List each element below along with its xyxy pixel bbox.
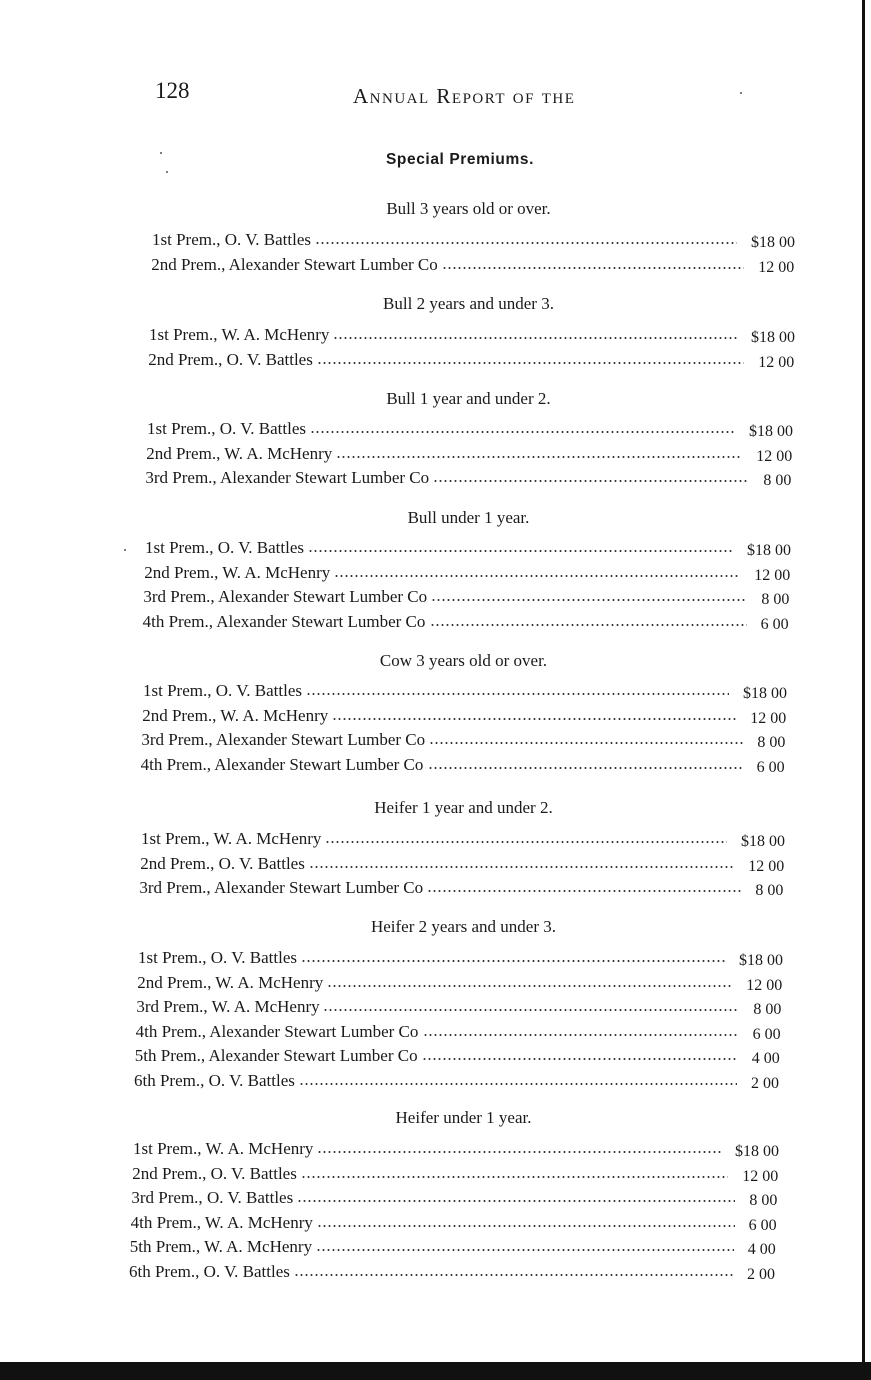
- exhibitor-name: Alexander Stewart Lumber Co: [216, 730, 426, 750]
- dot-leader: [301, 960, 725, 962]
- premium-rank: 1st Prem.,: [143, 681, 212, 700]
- premium-rank: 2nd Prem.,: [144, 562, 219, 582]
- category-title: Heifer under 1 year.: [395, 1108, 532, 1127]
- premium-amount: $18 00: [751, 234, 795, 251]
- exhibitor-name: Alexander Stewart Lumber Co: [208, 1046, 418, 1066]
- entry-label: [141, 827, 321, 851]
- premium-amount: 8 00: [755, 882, 784, 900]
- entry-label: [143, 585, 427, 609]
- entry-label: [137, 971, 323, 995]
- print-speck: [166, 171, 168, 173]
- premium-rank: 5th Prem.,: [129, 1237, 201, 1257]
- premium-amount: 2 00: [747, 1266, 775, 1283]
- dot-leader: [428, 767, 743, 769]
- entry-label: [135, 1044, 418, 1068]
- exhibitor-name: O. V. Battles: [217, 538, 305, 557]
- dot-leader: [422, 1058, 738, 1060]
- category-title: Heifer 2 years and under 3.: [370, 917, 557, 936]
- entry-label: [131, 1186, 293, 1210]
- exhibitor-name: O. V. Battles: [224, 230, 312, 249]
- exhibitor-name: O. V. Battles: [210, 1163, 297, 1183]
- category-title: Bull 1 year and under 2.: [386, 389, 551, 408]
- premium-rank: 3rd Prem.,: [131, 1188, 203, 1208]
- premium-rank: 4th Prem.,: [142, 611, 213, 631]
- page-bottom-band: [0, 1362, 871, 1380]
- exhibitor-name: W. A. McHenry: [204, 1237, 313, 1257]
- premium-amount: 2 00: [751, 1075, 779, 1092]
- entry-label: [151, 253, 438, 277]
- dot-leader: [309, 866, 734, 868]
- premium-amount: 4 00: [747, 1241, 776, 1259]
- premium-amount: 6 00: [760, 615, 789, 633]
- category-title: Bull under 1 year.: [407, 508, 530, 527]
- premium-rank: 2nd Prem.,: [151, 254, 226, 274]
- exhibitor-name: O. V. Battles: [215, 681, 303, 700]
- premium-rank: 3rd Prem.,: [139, 878, 211, 898]
- premium-amount: $18 00: [739, 952, 783, 969]
- entry-label: [132, 1162, 297, 1186]
- premium-category: [0, 917, 862, 936]
- premium-rank: 1st Prem.,: [149, 325, 218, 344]
- premium-rank: 2nd Prem.,: [148, 349, 223, 369]
- dot-leader: [317, 1151, 721, 1153]
- premium-entry: [144, 561, 790, 585]
- premium-rank: 5th Prem.,: [134, 1046, 206, 1066]
- exhibitor-name: O. V. Battles: [210, 948, 298, 967]
- section-title: Special Premiums.: [385, 151, 535, 168]
- premium-rank: 2nd Prem.,: [146, 443, 221, 463]
- dot-leader: [315, 242, 737, 244]
- dot-leader: [431, 599, 747, 601]
- entry-label: [147, 417, 306, 441]
- premium-amount: 6 00: [756, 758, 785, 776]
- premium-entry: [142, 704, 786, 728]
- premium-amount: 6 00: [748, 1216, 777, 1234]
- exhibitor-name: O. V. Battles: [206, 1188, 294, 1208]
- dot-leader: [308, 550, 733, 552]
- exhibitor-name: O. V. Battles: [226, 349, 313, 369]
- premium-amount: 12 00: [756, 447, 793, 465]
- premium-category: [0, 294, 862, 313]
- premium-rank: 4th Prem.,: [140, 754, 211, 774]
- dot-leader: [429, 742, 743, 744]
- premium-amount: 8 00: [763, 472, 792, 490]
- entry-label: [133, 1137, 313, 1161]
- entry-label: [141, 728, 425, 752]
- entry-label: [143, 610, 426, 634]
- premium-amount: 8 00: [753, 1001, 782, 1019]
- entry-label: [146, 442, 332, 466]
- premium-rank: 1st Prem.,: [147, 419, 216, 438]
- premium-rank: 1st Prem.,: [141, 829, 210, 848]
- premium-entry: [151, 253, 794, 277]
- premium-entry: [134, 1069, 779, 1093]
- exhibitor-name: O. V. Battles: [203, 1262, 290, 1281]
- exhibitor-name: W. A. McHenry: [211, 997, 320, 1017]
- exhibitor-name: W. A. McHenry: [221, 325, 330, 344]
- print-speck: [740, 92, 742, 94]
- entry-label: [130, 1235, 312, 1259]
- premium-amount: 12 00: [754, 566, 791, 584]
- premium-rank: 2nd Prem.,: [142, 705, 217, 725]
- exhibitor-name: W. A. McHenry: [220, 705, 329, 725]
- premium-entry: [135, 1044, 780, 1068]
- premium-amount: $18 00: [741, 833, 785, 850]
- premium-entry: [143, 679, 787, 703]
- premium-entry: [140, 852, 784, 876]
- exhibitor-name: W. A. McHenry: [222, 562, 331, 582]
- premium-entry: [136, 1020, 781, 1044]
- dot-leader: [427, 890, 741, 892]
- premium-rank: 1st Prem.,: [152, 230, 221, 249]
- premium-category: [0, 508, 862, 527]
- premium-amount: 12 00: [758, 258, 795, 276]
- premium-entry: [130, 1235, 776, 1259]
- premium-rank: 2nd Prem.,: [137, 972, 212, 992]
- dot-leader: [430, 624, 747, 626]
- entry-label: [129, 1260, 290, 1284]
- dot-leader: [299, 1083, 737, 1085]
- premium-amount: 12 00: [750, 709, 787, 727]
- entry-label: [145, 466, 429, 490]
- dot-leader: [327, 985, 732, 987]
- premium-amount: 8 00: [761, 591, 790, 609]
- premium-rank: 6th Prem.,: [129, 1262, 200, 1281]
- exhibitor-name: O. V. Battles: [208, 1071, 295, 1090]
- premium-amount: 12 00: [748, 857, 785, 875]
- category-title: Heifer 1 year and under 2.: [374, 798, 553, 817]
- exhibitor-name: Alexander Stewart Lumber Co: [220, 468, 430, 488]
- premium-category: [0, 651, 862, 670]
- premium-rank: 6th Prem.,: [134, 1071, 205, 1090]
- premium-entry: [129, 1260, 775, 1284]
- dot-leader: [423, 1034, 739, 1036]
- entry-label: [144, 561, 330, 585]
- entry-label: [134, 1069, 295, 1093]
- dot-leader: [334, 575, 740, 577]
- exhibitor-name: O. V. Battles: [218, 853, 305, 873]
- dot-leader: [333, 337, 737, 339]
- category-title: Bull 2 years and under 3.: [383, 294, 554, 313]
- dot-leader: [442, 267, 744, 269]
- premium-rank: 4th Prem.,: [130, 1212, 201, 1232]
- premium-amount: 4 00: [751, 1050, 780, 1068]
- premium-entry: [133, 1137, 779, 1161]
- print-speck: [160, 152, 162, 154]
- premium-rank: 4th Prem.,: [135, 1021, 206, 1041]
- exhibitor-name: W. A. McHenry: [205, 1139, 314, 1158]
- page-edge-rule: [862, 0, 865, 1380]
- premium-entry: [137, 971, 782, 995]
- entry-label: [141, 753, 424, 777]
- premium-entry: [143, 610, 789, 634]
- premium-amount: 12 00: [742, 1167, 779, 1185]
- premium-rank: 1st Prem.,: [138, 948, 207, 967]
- dot-leader: [317, 362, 744, 364]
- dot-leader: [433, 480, 749, 482]
- premium-entry: [139, 876, 783, 900]
- premium-entry: [141, 753, 785, 777]
- entry-label: [140, 852, 305, 876]
- premium-rank: 3rd Prem.,: [141, 730, 213, 750]
- premium-amount: 12 00: [758, 353, 795, 371]
- premium-entry: [145, 536, 791, 560]
- premium-entry: [141, 827, 785, 851]
- premium-rank: 3rd Prem.,: [143, 587, 215, 607]
- premium-category: [0, 1108, 862, 1127]
- dot-leader: [306, 693, 729, 695]
- premium-amount: 8 00: [757, 734, 786, 752]
- print-speck: [124, 549, 126, 551]
- premium-entry: [138, 946, 783, 970]
- entry-label: [131, 1211, 313, 1235]
- exhibitor-name: W. A. McHenry: [204, 1212, 313, 1232]
- premium-category: [0, 798, 862, 817]
- premium-entry: [147, 417, 793, 441]
- premium-amount: $18 00: [735, 1143, 779, 1160]
- premium-amount: 12 00: [746, 976, 783, 994]
- exhibitor-name: W. A. McHenry: [213, 829, 322, 848]
- running-head: Annual Report of the: [353, 84, 576, 108]
- exhibitor-name: O. V. Battles: [219, 419, 307, 438]
- premium-category: [0, 199, 862, 218]
- exhibitor-name: Alexander Stewart Lumber Co: [218, 587, 428, 607]
- premium-entry: [131, 1186, 777, 1210]
- premium-entry: [149, 323, 795, 347]
- entry-label: [152, 228, 311, 252]
- premium-entry: [148, 348, 794, 372]
- dot-leader: [317, 1225, 735, 1227]
- dot-leader: [316, 1249, 734, 1251]
- premium-rank: 1st Prem.,: [133, 1139, 202, 1158]
- dot-leader: [310, 431, 735, 433]
- exhibitor-name: Alexander Stewart Lumber Co: [216, 611, 426, 631]
- premium-rank: 3rd Prem.,: [136, 997, 208, 1017]
- entry-label: [136, 1020, 419, 1044]
- exhibitor-name: Alexander Stewart Lumber Co: [214, 878, 424, 898]
- entry-label: [148, 348, 313, 372]
- category-title: Cow 3 years old or over.: [379, 651, 548, 670]
- exhibitor-name: Alexander Stewart Lumber Co: [214, 754, 424, 774]
- premium-amount: $18 00: [749, 423, 793, 440]
- premium-entry: [141, 728, 785, 752]
- premium-rank: 2nd Prem.,: [132, 1163, 207, 1183]
- premium-entry: [145, 466, 791, 490]
- premium-amount: 6 00: [752, 1025, 781, 1043]
- entry-label: [143, 679, 302, 703]
- premium-entry: [132, 1162, 778, 1186]
- exhibitor-name: W. A. McHenry: [224, 443, 333, 463]
- entry-label: [138, 946, 297, 970]
- dot-leader: [332, 718, 736, 720]
- premium-entry: [131, 1211, 777, 1235]
- premium-entry: [152, 228, 795, 252]
- dot-leader: [336, 456, 742, 458]
- premium-amount: $18 00: [743, 685, 787, 702]
- entry-label: [136, 995, 319, 1019]
- dot-leader: [294, 1274, 733, 1276]
- premium-category: [0, 389, 862, 408]
- premium-rank: 2nd Prem.,: [140, 853, 215, 873]
- dot-leader: [301, 1176, 728, 1178]
- exhibitor-name: Alexander Stewart Lumber Co: [228, 254, 438, 274]
- premium-rank: 3rd Prem.,: [145, 468, 217, 488]
- dot-leader: [297, 1200, 735, 1202]
- premium-rank: 1st Prem.,: [145, 538, 214, 557]
- category-title: Bull 3 years old or over.: [386, 199, 551, 218]
- premium-entry: [146, 442, 792, 466]
- premium-entry: [143, 585, 789, 609]
- entry-label: [149, 323, 329, 347]
- page-number: 128: [155, 78, 190, 103]
- exhibitor-name: W. A. McHenry: [215, 972, 324, 992]
- entry-label: [145, 536, 304, 560]
- dot-leader: [323, 1009, 739, 1011]
- dot-leader: [325, 841, 727, 843]
- entry-label: [139, 876, 423, 900]
- entry-label: [142, 704, 328, 728]
- premium-amount: $18 00: [751, 329, 795, 346]
- premium-amount: $18 00: [747, 542, 791, 559]
- premium-entry: [136, 995, 781, 1019]
- exhibitor-name: Alexander Stewart Lumber Co: [209, 1021, 419, 1041]
- premium-amount: 8 00: [749, 1192, 778, 1210]
